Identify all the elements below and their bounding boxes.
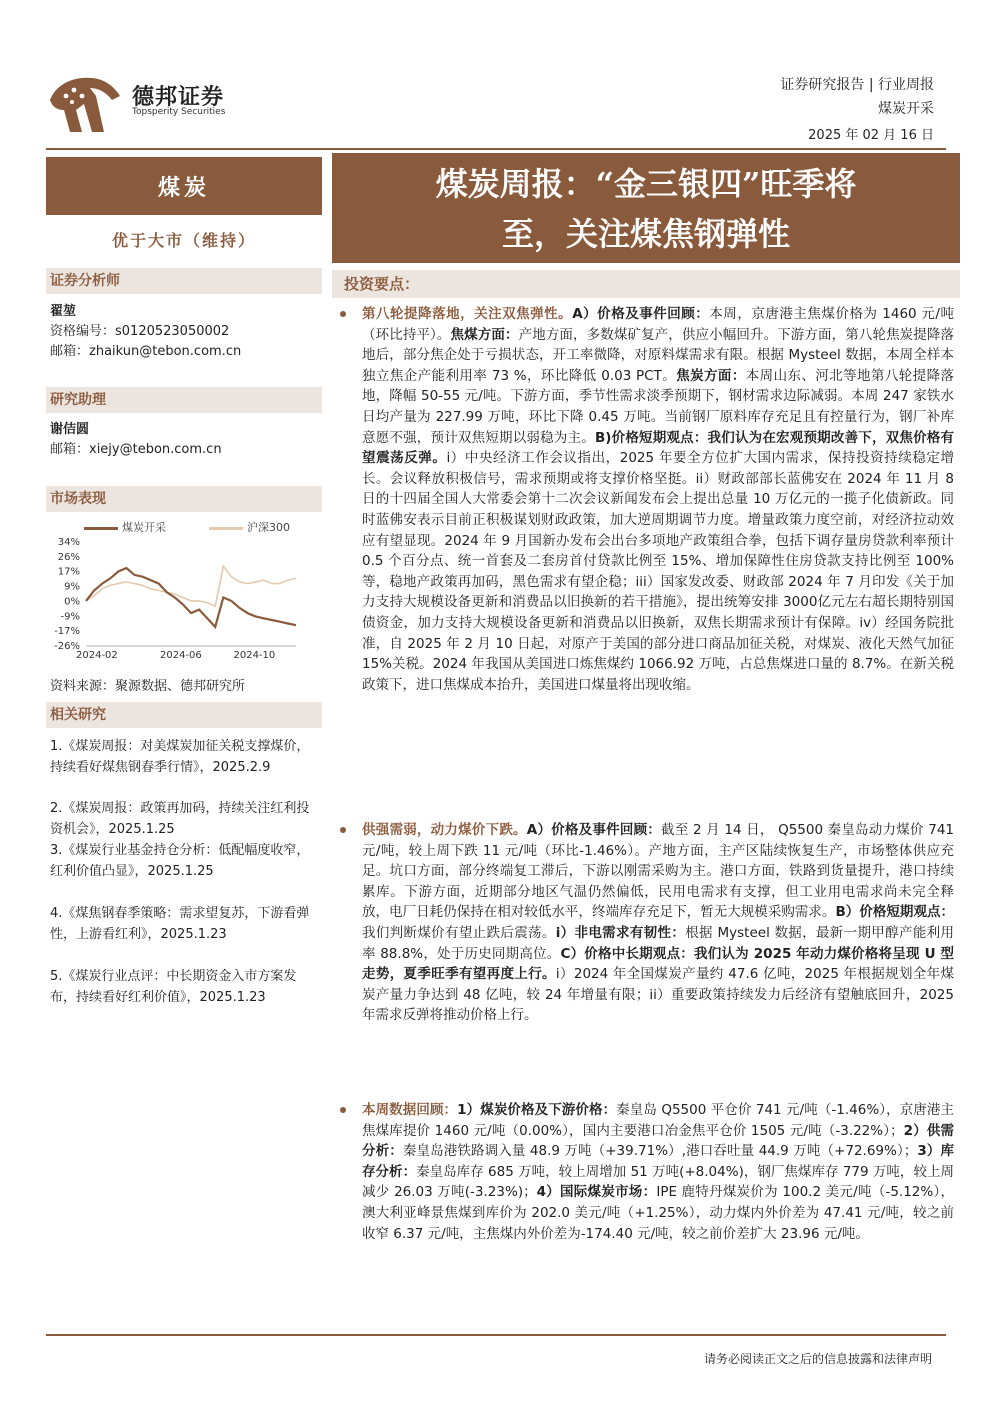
report-type: 证券研究报告 | 行业周报 [780, 77, 934, 93]
related-item[interactable]: 5.《煤炭行业点评：中长期资金入市方案发布，持续看好红利价值》，2025.1.23 [50, 969, 297, 1005]
related-item[interactable]: 3.《煤炭行业基金持仓分析：低配幅度收窄，红利价值凸显》，2025.1.25 [50, 843, 310, 879]
subhead: 1）煤炭价格及下游价格： [457, 1102, 617, 1118]
assistant-name: 谢佶圆 [50, 422, 90, 437]
subhead: 4）国际煤炭市场： [536, 1184, 657, 1201]
analyst-email[interactable]: 邮箱：zhaikun@tebon.com.cn [50, 344, 242, 359]
rating-label: 优于大市（维持） [111, 231, 256, 250]
invest-point-2 [340, 820, 954, 1026]
y-tick-label: 0% [64, 596, 80, 608]
bullet-icon [340, 311, 346, 317]
y-tick-label: 9% [64, 581, 80, 593]
y-tick-label: 26% [57, 551, 80, 563]
legend-label-hs300: 沪深300 [247, 521, 290, 534]
header-divider [46, 148, 946, 150]
analyst-license: 资格编号：s0120523050002 [50, 324, 230, 339]
subhead: B）价格短期观点： [835, 904, 954, 921]
analyst-heading: 证券分析师 [46, 268, 322, 294]
sector-label: 煤炭 [46, 157, 322, 215]
bullet-icon [340, 1107, 346, 1113]
invest-heading: 投资要点： [332, 270, 960, 298]
chart-legend [84, 519, 290, 535]
related-item[interactable]: 4.《煤焦钢春季策略：需求望复苏，下游看弹性，上游看红利》，2025.1.23 [50, 906, 310, 942]
title-line-2: 至，关注煤焦钢弹性 [501, 215, 790, 253]
body-text: 截至 2 月 14 日， Q5500 秦皇岛动力煤价 741 元/吨，较上周下跌 11 元/吨（环比-1.46%）。产地方面，主产区陆续恢复生产，市场整体供应充足。坑口方面，部分终端复工滞后，下游以刚需采购为主。港口方面，铁路到货量提升，港口持续累库。下游方面，近期部分地区气温仍然偏低，民用电需求有支撑，但工业用电需求尚未完全释放，电厂日耗仍保持在相对较低水平，终端库存充足下，暂无大规模采购需求。 [362, 822, 954, 921]
subhead: B)价格短期观点：我们认为在宏观预期改善下，双焦价格有望震荡反弹。 [362, 429, 954, 467]
related-list [50, 736, 322, 1008]
y-tick-label: -9% [60, 611, 80, 623]
subhead: 2）供需分析： [362, 1122, 954, 1160]
report-title [332, 153, 960, 263]
body-text: IPE 鹿特丹煤炭价为 100.2 美元/吨（-5.12%），澳大利亚峰景焦煤到库价为 202.0 美元/吨（+1.25%），动力煤内外价差为 47.41 元/吨，较之前收窄 6.37 元/吨，主焦煤内外价差为-174.40 元/吨，较之前价差扩大 23.96 元/吨。 [362, 1184, 954, 1242]
assistant-email[interactable]: 邮箱：xiejy@tebon.com.cn [50, 442, 222, 457]
market-heading: 市场表现 [46, 486, 322, 512]
y-tick-label: 34% [57, 537, 80, 548]
subhead: 3）库存分析： [362, 1143, 954, 1180]
body-text: 产地方面，多数煤矿复产，供应小幅回升。下游方面，第八轮焦炭提降落地后，部分焦企处于亏损状态，开工率微降，对原料煤需求有限。根据 Mysteel 数据，本周全样本独立焦企产能利用率 73 %，环比降低 0.03 PCT。 [362, 326, 955, 384]
y-tick-label: -26% [54, 641, 80, 652]
body-text: 本周山东、河北等地第八轮提降落地，降幅 50-55 元/吨。下游方面，季节性需求淡季预期下，钢材需求边际减弱。本周 247 家铁水日均产量为 227.99 万吨，环比下降 0.45 万吨。当前钢厂原料库存充足且有控量行为，钢厂补库意愿不强，预计双焦短期以弱稳为主。 [362, 367, 955, 446]
industry-label: 煤炭开采 [878, 101, 934, 117]
body-text: 秦皇岛 Q5500 平仓价 741 元/吨（-1.46%），京唐港主焦煤库提价 1460 元/吨（0.00%），国内主要港口冶金焦平仓价 1505 元/吨（-3.22%）； [362, 1102, 954, 1139]
related-heading: 相关研究 [46, 702, 322, 728]
body-text: 根据 Mysteel 数据，最新一期甲醇产能利用率 88.8%，处于历史同期高位。 [362, 924, 954, 962]
body-text: 秦皇岛库存 685 万吨，较上周增加 51 万吨(+8.04%)，钢厂焦煤库存 779 万吨，较上周减少 26.03 万吨(-3.23%)； [362, 1163, 954, 1201]
point-lead: 供强需弱，动力煤价下跌。 [362, 822, 527, 838]
footer-disclaimer[interactable]: 请务必阅读正文之后的信息披露和法律声明 [703, 1352, 932, 1366]
market-chart [46, 534, 322, 660]
x-tick-label: 2024-06 [160, 650, 202, 660]
subhead: A）价格及事件回顾： [526, 822, 662, 838]
chart-source: 资料来源：聚源数据、德邦研究所 [50, 679, 246, 694]
subhead: 焦炭方面： [676, 367, 746, 384]
body-text: i）中央经济工作会议指出，2025 年要全方位扩大国内需求，保持投资持续稳定增长。会议释放积极信号，需求预期或将支撑价格坚挺。ii）财政部部长蓝佛安在 2024 年 11 月 8 日的十四届全国人大常委会第十二次会议新闻发布会上提出总量 10 万亿元的一揽子化债新政。同时蓝佛安表示目前正积极谋划财政政策，加大逆周期调节力度。增量政策力度空前，对经济拉动效应有望显现。2024 年 9 月国新办发布会出台多项地产政策组合拳，包括下调存量房贷款利率预计 0.5 个百分点、统一首套及二套房首付贷款比例至 15%、增加保障性住房贷款支持比例至 100%等，稳地产政策再加码，黑色需求有望企稳；iii）国家发改委、财政部 2024 年 7 月印发《关于加力支持大规模设备更新和消费品以旧换新的若干措施》，提出统筹安排 3000亿元左右超长期特别国债资金，加力支持大规模设备更新和消费品以旧换新，双焦长期需求预计有保障。iv）经国务院批准，自 2025 年 2 月 10 日起，对原产于美国的部分进口商品加征关税，对煤炭、液化天然气加征 15%关税。2024 年我国从美国进口炼焦煤约 1066.92 万吨，占总焦煤进口量的 8.7%。在新关税政策下，进口焦煤成本抬升，美国进口煤量将出现收缩。 [362, 450, 954, 693]
analyst-info [50, 302, 241, 362]
subhead: C）价格中长期观点：我们认为 2025 年动力煤价格将呈现 U 型走势，夏季旺季有望再度上行。 [362, 945, 954, 983]
analyst-name: 翟堃 [50, 304, 77, 319]
bullet-icon [340, 827, 346, 833]
related-item[interactable]: 1.《煤炭周报：对美煤炭加征关税支撑煤价，持续看好煤焦钢春季行情》，2025.2.9 [50, 739, 310, 775]
x-tick-label: 2024-10 [233, 650, 276, 660]
title-line-1: 煤炭周报：“金三银四”旺季将 [435, 165, 857, 203]
company-logo [46, 70, 124, 138]
invest-point-3 [340, 1100, 954, 1244]
body-text: 本周，京唐港主焦煤价格为 1460 元/吨（环比持平）。 [362, 306, 954, 343]
point-lead: 第八轮提降落地，关注双焦弹性。 [362, 306, 573, 322]
x-tick-label: 2024-02 [76, 650, 118, 660]
series-line-coal [86, 568, 296, 627]
subhead: 焦煤方面： [450, 326, 519, 343]
related-item[interactable]: 2.《煤炭周报：政策再加码，持续关注红利投资机会》，2025.1.25 [50, 801, 310, 837]
brand-name-en: Topsperity Securities [132, 107, 226, 117]
body-text: 秦皇岛港铁路调入量 48.9 万吨（+39.71%）,港口吞吐量 44.9 万吨（+72.69%）； [402, 1143, 918, 1160]
y-tick-label: -17% [54, 626, 80, 638]
assistant-heading: 研究助理 [46, 387, 322, 413]
legend-swatch-coal [84, 527, 118, 530]
body-text: i）2024 年全国煤炭产量约 47.6 亿吨，2025 年根据规划全年煤炭产量力争达到 48 亿吨，较 24 年增量有限；ii）重要政策持续发力后经济有望触底回升，2025 年需求反弹将推动价格上行。 [362, 966, 955, 1024]
brand-name: 德邦证券 [132, 85, 225, 110]
report-date: 2025 年 02 月 16 日 [808, 128, 934, 143]
subhead: i）非电需求有韧性： [555, 924, 686, 941]
footer-divider [46, 1334, 946, 1336]
legend-swatch-hs300 [209, 527, 243, 530]
point-lead: 本周数据回顾： [362, 1102, 458, 1118]
subhead: A）价格及事件回顾： [572, 306, 710, 322]
invest-point-1 [340, 304, 954, 695]
body-text: 我们判断煤价有望止跌后震荡。 [362, 924, 556, 941]
legend-label-coal: 煤炭开采 [122, 521, 166, 534]
assistant-info [50, 420, 222, 460]
y-tick-label: 17% [57, 566, 80, 578]
